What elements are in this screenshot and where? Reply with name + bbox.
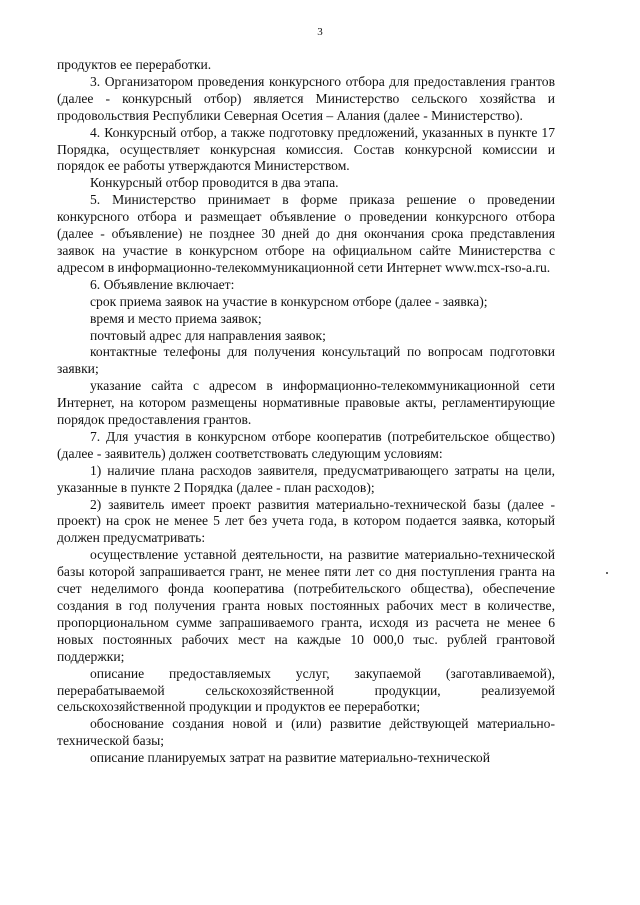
announcement-item-phones: контактные телефоны для получения консультаций по вопросам подготовки заявки; xyxy=(57,344,555,377)
condition-2: 2) заявитель имеет проект развития материально-технической базы (далее - проект) на срок не менее 5 лет без учета года, в котором подается заявка, который должен предусматривать: xyxy=(57,496,555,546)
announcement-item-time-place: время и место приема заявок; xyxy=(90,310,262,326)
scan-speck xyxy=(606,572,608,574)
project-item-activity: осуществление уставной деятельности, на развитие материально-технической базы которой запрашивается грант, не менее пяти лет со дня поступления гранта на счет неделимого фонда кооператива (потребительского общества), обеспечение создания в год получения гранта новых постоянных рабочих мест в количестве, пропорциональном сумме запрашиваемого гранта, исходя из расчета не менее 6 новых постоянных рабочих мест на каждые 10 000,0 тыс. рублей грантовой поддержки; xyxy=(57,547,555,664)
paragraph-item-7: 7. Для участия в конкурсном отборе кооператив (потребительское общество) (далее - заявитель) должен соответствовать следующим условиям: xyxy=(57,428,555,461)
project-item-justification: обоснование создания новой и (или) развитие действующей материально-технической базы; xyxy=(57,716,555,749)
page-number: 3 xyxy=(317,26,323,38)
paragraph-item-5: 5. Министерство принимает в форме приказа решение о проведении конкурсного отбора и размещает объявление о проведении конкурсного отбора (далее - объявление) не позднее 30 дней до дня окончания срока представления заявок на участие в конкурсном отборе на официальном сайте Министерства с адресом в информационно-телекоммуникационной сети Интернет www.mcx-rso-a.ru. xyxy=(57,192,555,275)
condition-1: 1) наличие плана расходов заявителя, предусматривающего затраты на цели, указанные в пункте 2 Порядка (далее - план расходов); xyxy=(57,462,555,495)
document-body xyxy=(57,57,555,767)
paragraph-two-stages: Конкурсный отбор проводится в два этапа. xyxy=(90,175,339,191)
paragraph-item-4: 4. Конкурсный отбор, а также подготовку предложений, указанных в пункте 17 Порядка, осуществляет конкурсная комиссия. Состав конкурсной комиссии и порядок ее работы утверждаются Министерством. xyxy=(57,124,555,174)
announcement-item-deadline: срок приема заявок на участие в конкурсном отборе (далее - заявка); xyxy=(90,293,488,309)
paragraph-item-6: 6. Объявление включает: xyxy=(90,276,235,292)
paragraph-item-3: 3. Организатором проведения конкурсного отбора для предоставления грантов (далее - конкурсный отбор) является Министерство сельского хозяйства и продовольствия Республики Северная Осетия – Алания (далее - Министерство). xyxy=(57,73,555,123)
project-item-services: описание предоставляемых услуг, закупаемой (заготавливаемой), перерабатываемой сельскохозяйственной продукции, реализуемой сельскохозяйственной продукции и продуктов ее переработки; xyxy=(57,665,555,715)
announcement-item-postal-address: почтовый адрес для направления заявок; xyxy=(90,327,326,343)
project-item-costs: описание планируемых затрат на развитие материально-технической xyxy=(90,750,490,766)
announcement-item-website: указание сайта с адресом в информационно-телекоммуникационной сети Интернет, на котором размещены нормативные правовые акты, регламентирующие порядок предоставления грантов. xyxy=(57,378,555,428)
paragraph-continuation: продуктов ее переработки. xyxy=(57,57,212,72)
